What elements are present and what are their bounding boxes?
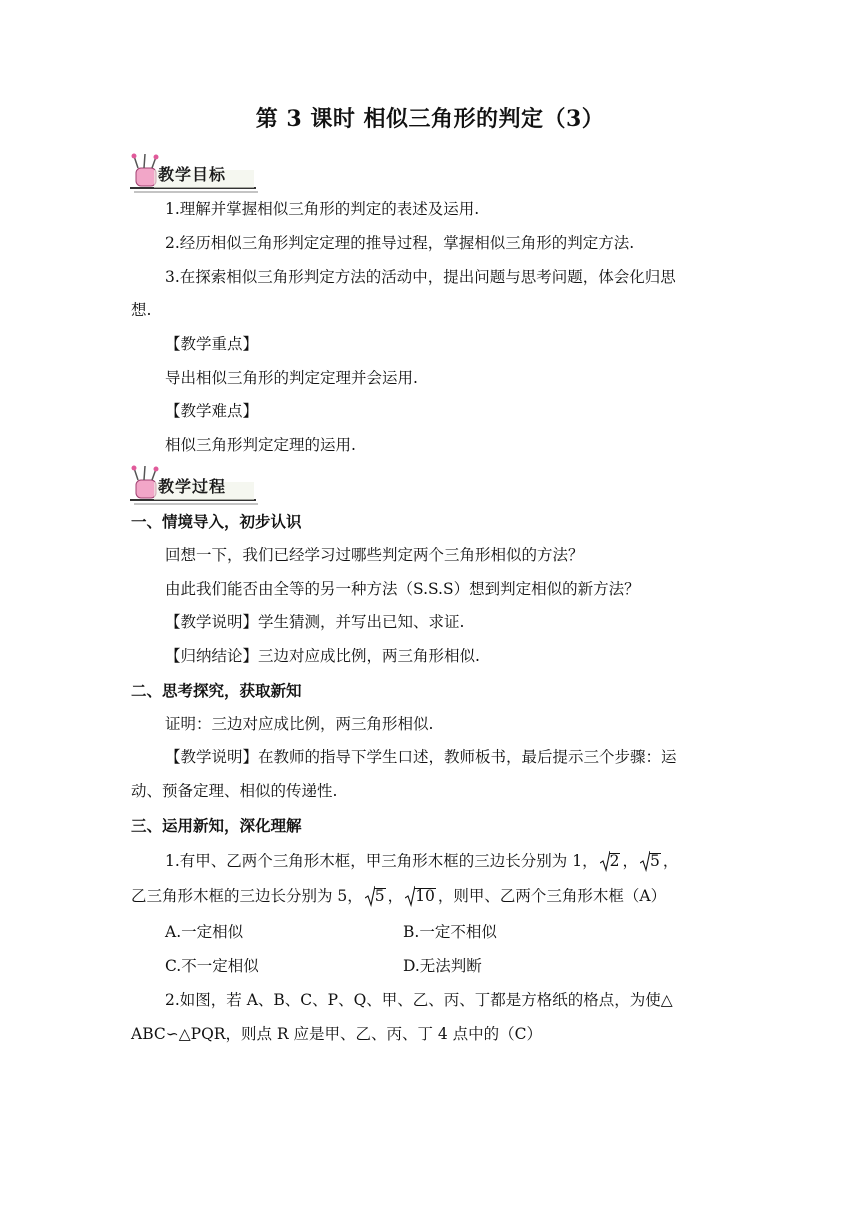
paragraph: 回想一下，我们已经学习过哪些判定两个三角形相似的方法？ [165,546,584,564]
separator: ， [387,887,404,905]
goal-item-2: 2.经历相似三角形判定定理的推导过程，掌握相似三角形的判定方法. [165,234,635,252]
teaching-note: 【教学说明】在教师的指导下学生口述，教师板书，最后提示三个步骤：运 [165,748,677,766]
difficulty-text: 相似三角形判定定理的运用. [165,436,356,454]
question-1-line-2 [131,888,666,905]
question-1-line-1 [165,853,678,870]
page-title: 第 3 课时 相似三角形的判定（3） [255,106,605,132]
sqrt-expression [405,888,436,905]
radical-sign-icon [600,850,610,872]
badge-label: 教学过程 [158,477,227,496]
question-2-line-2: ABC∽△PQR，则点 R 应是甲、乙、丙、丁 4 点中的（C） [131,1025,543,1043]
section-heading-2: 二、思考探究，获取新知 [131,681,302,700]
radicand: 5 [374,887,385,905]
section-badge-process [128,464,260,506]
sqrt-expression [600,853,621,870]
radicand: 2 [609,852,620,870]
question-text: 乙三角形木框的三边长分别为 5， [131,887,363,905]
radicand: 10 [415,887,435,905]
section-heading-1: 一、情境导入，初步认识 [131,512,302,531]
goal-item-3: 3.在探索相似三角形判定方法的活动中，提出问题与思考问题，体会化归思 [165,268,676,286]
teaching-note: 【教学说明】学生猜测，并写出已知、求证. [165,613,465,631]
section-badge-goals [128,152,260,194]
question-text: 1.有甲、乙两个三角形木框，甲三角形木框的三边长分别为 1， [165,852,598,870]
radical-sign-icon [365,885,375,907]
question-text: ，则甲、乙两个三角形木框（A） [437,887,667,905]
radicand: 5 [649,852,660,870]
key-points-text: 导出相似三角形的判定定理并会运用. [165,369,418,387]
teaching-note-cont: 动、预备定理、相似的传递性. [131,782,338,800]
option-d: D.无法判断 [403,957,482,975]
paragraph: 由此我们能否由全等的另一种方法（S.S.S）想到判定相似的新方法？ [165,580,640,598]
option-a: A.一定相似 [165,923,244,941]
key-points-label: 【教学重点】 [165,335,259,353]
conclusion-note: 【归纳结论】三边对应成比例，两三角形相似. [165,647,480,665]
sqrt-expression [640,853,661,870]
option-b: B.一定不相似 [403,923,497,941]
separator: ， [662,852,679,870]
separator: ， [622,852,638,870]
question-2-line-1: 2.如图，若 A、B、C、P、Q、甲、乙、丙、丁都是方格纸的格点，为使△ [165,991,673,1009]
goal-item-3-cont: 想. [131,301,152,319]
section-heading-3: 三、运用新知，深化理解 [131,816,302,835]
radical-sign-icon [640,850,650,872]
option-c: C.不一定相似 [165,957,259,975]
goal-item-1: 1.理解并掌握相似三角形的判定的表述及运用. [165,200,480,218]
difficulty-label: 【教学难点】 [165,402,259,420]
paragraph: 证明：三边对应成比例，两三角形相似. [165,715,434,733]
radical-sign-icon [405,885,415,907]
badge-label: 教学目标 [158,165,227,184]
sqrt-expression [365,888,386,905]
